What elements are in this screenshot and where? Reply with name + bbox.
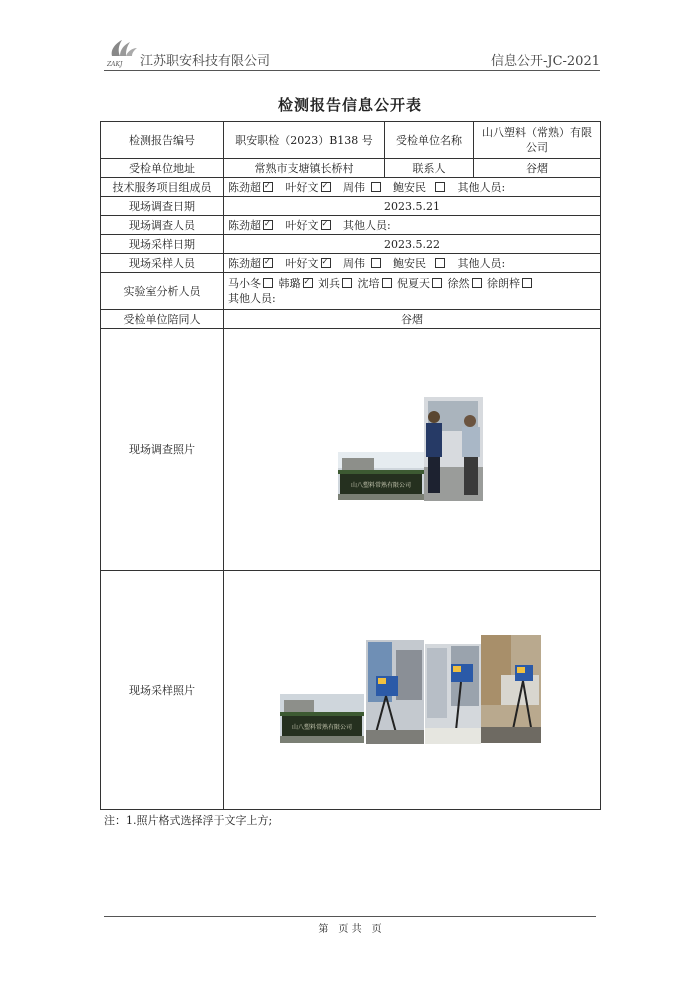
svg-text:ZAKJ: ZAKJ xyxy=(107,61,123,68)
lab-other: 其他人员: xyxy=(228,292,276,305)
svg-text:山八塑料常熟有限公司: 山八塑料常熟有限公司 xyxy=(350,482,412,489)
samplers-value xyxy=(224,254,601,273)
lab-member: 韩璐 xyxy=(278,277,301,290)
report-no-value: 职安职检（2023）B138 号 xyxy=(224,122,385,159)
team-member: 叶好文 xyxy=(285,180,319,194)
address-label: 受检单位地址 xyxy=(101,159,224,178)
page-header xyxy=(104,36,600,71)
footnote: 注：1.照片格式选择浮于文字上方; xyxy=(104,814,273,827)
team-member: 陈劲超 xyxy=(228,180,261,194)
samplers-label: 现场采样人员 xyxy=(101,254,224,273)
lab-member: 徐朗梓 xyxy=(487,277,520,290)
table-row xyxy=(101,310,601,329)
lab-value xyxy=(224,273,601,310)
sampler: 陈劲超 xyxy=(228,256,261,270)
lab-label: 实验室分析人员 xyxy=(101,273,224,310)
lab-member: 沈培 xyxy=(357,277,380,290)
client-label: 受检单位名称 xyxy=(385,122,474,159)
sampler-other: 其他人员: xyxy=(457,256,506,270)
client-value: 山八塑料（常熟）有限公司 xyxy=(474,122,601,159)
factory-sign-photo-2 xyxy=(280,694,364,743)
unchecked-box-icon xyxy=(435,258,445,268)
team-other: 其他人员: xyxy=(457,180,506,194)
lab-member: 马小冬 xyxy=(228,277,261,290)
unchecked-box-icon xyxy=(432,278,442,288)
survey-photo-cell xyxy=(224,329,601,571)
table-row xyxy=(101,329,601,571)
surveyors-value xyxy=(224,216,601,235)
company-name: 江苏职安科技有限公司 xyxy=(140,54,271,69)
team-value xyxy=(224,178,601,197)
company-logo-icon xyxy=(104,36,140,68)
table-row xyxy=(101,235,601,254)
unchecked-box-icon xyxy=(371,258,381,268)
survey-interview-photo xyxy=(424,397,483,501)
sampling-date-label: 现场采样日期 xyxy=(101,235,224,254)
checked-box-icon xyxy=(263,220,273,230)
table-row xyxy=(101,273,601,310)
document-number: 信息公开-JC-2021 xyxy=(490,54,600,69)
table-row xyxy=(101,122,601,159)
checked-box-icon xyxy=(263,182,273,192)
contact-value: 谷熠 xyxy=(474,159,601,178)
unchecked-box-icon xyxy=(263,278,273,288)
checked-box-icon xyxy=(321,258,331,268)
sampler: 鲍安民 xyxy=(393,256,426,270)
lab-member: 倪夏天 xyxy=(397,277,430,290)
team-label: 技术服务项目组成员 xyxy=(101,178,224,197)
table-row xyxy=(101,216,601,235)
sampling-photo-label: 现场采样照片 xyxy=(101,571,224,810)
sampling-pump-photo-2 xyxy=(425,644,481,744)
table-row xyxy=(101,254,601,273)
escort-value: 谷熠 xyxy=(224,310,601,329)
table-row xyxy=(101,178,601,197)
unchecked-box-icon xyxy=(382,278,392,288)
contact-label: 联系人 xyxy=(385,159,474,178)
checked-box-icon xyxy=(321,220,331,230)
factory-sign-photo xyxy=(338,452,424,500)
unchecked-box-icon xyxy=(435,182,445,192)
survey-date-value: 2023.5.21 xyxy=(224,197,601,216)
surveyors-label: 现场调查人员 xyxy=(101,216,224,235)
sampling-date-value: 2023.5.22 xyxy=(224,235,601,254)
surveyor: 叶好文 xyxy=(285,218,319,232)
survey-photo-label: 现场调查照片 xyxy=(101,329,224,571)
checked-box-icon xyxy=(303,278,313,288)
unchecked-box-icon xyxy=(522,278,532,288)
checked-box-icon xyxy=(263,258,273,268)
address-value: 常熟市支塘镇长桥村 xyxy=(224,159,385,178)
team-member: 鲍安民 xyxy=(393,180,426,194)
unchecked-box-icon xyxy=(472,278,482,288)
surveyor-other: 其他人员: xyxy=(343,218,391,232)
sampling-pump-photo-1 xyxy=(366,640,424,744)
unchecked-box-icon xyxy=(342,278,352,288)
sampler: 叶好文 xyxy=(285,256,319,270)
page-title: 检测报告信息公开表 xyxy=(277,96,422,114)
lab-member: 刘兵 xyxy=(318,277,340,290)
checked-box-icon xyxy=(321,182,331,192)
table-row xyxy=(101,197,601,216)
svg-text:山八塑料常熟有限公司: 山八塑料常熟有限公司 xyxy=(291,724,353,731)
escort-label: 受检单位陪同人 xyxy=(101,310,224,329)
surveyor: 陈劲超 xyxy=(228,218,261,232)
sampling-pump-photo-3 xyxy=(481,635,541,743)
page-footer: 第 页 共 页 xyxy=(104,916,596,935)
sampler: 周伟 xyxy=(343,256,365,270)
unchecked-box-icon xyxy=(371,182,381,192)
report-no-label: 检测报告编号 xyxy=(101,122,224,159)
survey-date-label: 现场调查日期 xyxy=(101,197,224,216)
team-member: 周伟 xyxy=(343,180,365,194)
table-row xyxy=(101,159,601,178)
lab-member: 徐然 xyxy=(447,277,470,290)
